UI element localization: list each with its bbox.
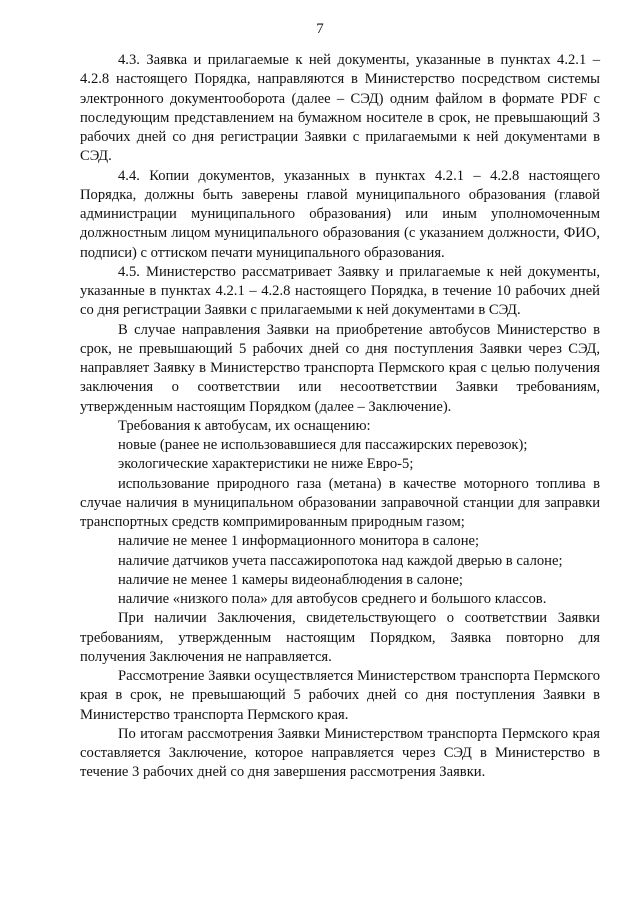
paragraph-review-result: По итогам рассмотрения Заявки Министерством транспорта Пермского края составляется Заключение, которое направляется через СЭД в Министерство в течение 3 рабочих дней со дня завершения рассмотрения Заявки.	[80, 725, 600, 781]
requirement-info-monitor: наличие не менее 1 информационного монитора в салоне;	[118, 533, 480, 550]
paragraph-bus-application: В случае направления Заявки на приобретение автобусов Министерство в срок, не превышающий 5 рабочих дней со дня поступления Заявки через СЭД, направляет Заявку в Министерство транспорта Пермского края с целью получения заключения о соответствии или несоответствии Заявки требованиям, утвержденным настоящим Порядком (далее – Заключение).	[80, 321, 600, 415]
requirement-passenger-sensors: наличие датчиков учета пассажиропотока над каждой дверью в салоне;	[118, 552, 563, 569]
document-body	[80, 51, 600, 783]
requirement-euro-5: экологические характеристики не ниже Евро-5;	[118, 456, 414, 473]
paragraph-review-term: Рассмотрение Заявки осуществляется Министерством транспорта Пермского края в срок, не превышающий 5 рабочих дней со дня поступления Заявки в Министерство транспорта Пермского края.	[80, 668, 600, 723]
paragraph-4-4: 4.4. Копии документов, указанных в пунктах 4.2.1 – 4.2.8 настоящего Порядка, должны быть заверены главой муниципального образования (главой администрации муниципального образования) или иным уполномоченным должностным лицом муниципального образования (с указанием должности, ФИО, подписи) с оттиском печати муниципального образования.	[80, 167, 600, 261]
paragraph-existing-conclusion: При наличии Заключения, свидетельствующего о соответствии Заявки требованиям, утвержденным настоящим Порядком, Заявка повторно для получения Заключения не направляется.	[80, 610, 600, 665]
paragraph-4-5: 4.5. Министерство рассматривает Заявку и прилагаемые к ней документы, указанные в пунктах 4.2.1 – 4.2.8 настоящего Порядка, в течение 10 рабочих дней со дня регистрации Заявки с прилагаемыми к ней документами в СЭД.	[80, 263, 600, 319]
page-number: 7	[316, 21, 324, 37]
requirement-low-floor: наличие «низкого пола» для автобусов среднего и большого классов.	[118, 591, 547, 607]
paragraph-bus-requirements-heading: Требования к автобусам, их оснащению:	[118, 417, 371, 434]
requirement-video-camera: наличие не менее 1 камеры видеонаблюдения в салоне;	[118, 571, 463, 588]
paragraph-4-3: 4.3. Заявка и прилагаемые к ней документы, указанные в пунктах 4.2.1 – 4.2.8 настоящего Порядка, направляются в Министерство посредством системы электронного документооборота (далее – СЭД) одним файлом в формате PDF с последующим представлением на бумажном носителе в срок, не превышающий 3 рабочих дней со дня регистрации Заявки с прилагаемыми к ней документами в СЭД.	[80, 52, 600, 165]
requirement-natural-gas: использование природного газа (метана) в качестве моторного топлива в случае наличия в муниципальном образовании заправочной станции для заправки транспортных средств компримированным природным газом;	[80, 475, 600, 530]
requirement-new: новые (ранее не использовавшиеся для пассажирских перевозок);	[118, 437, 528, 453]
